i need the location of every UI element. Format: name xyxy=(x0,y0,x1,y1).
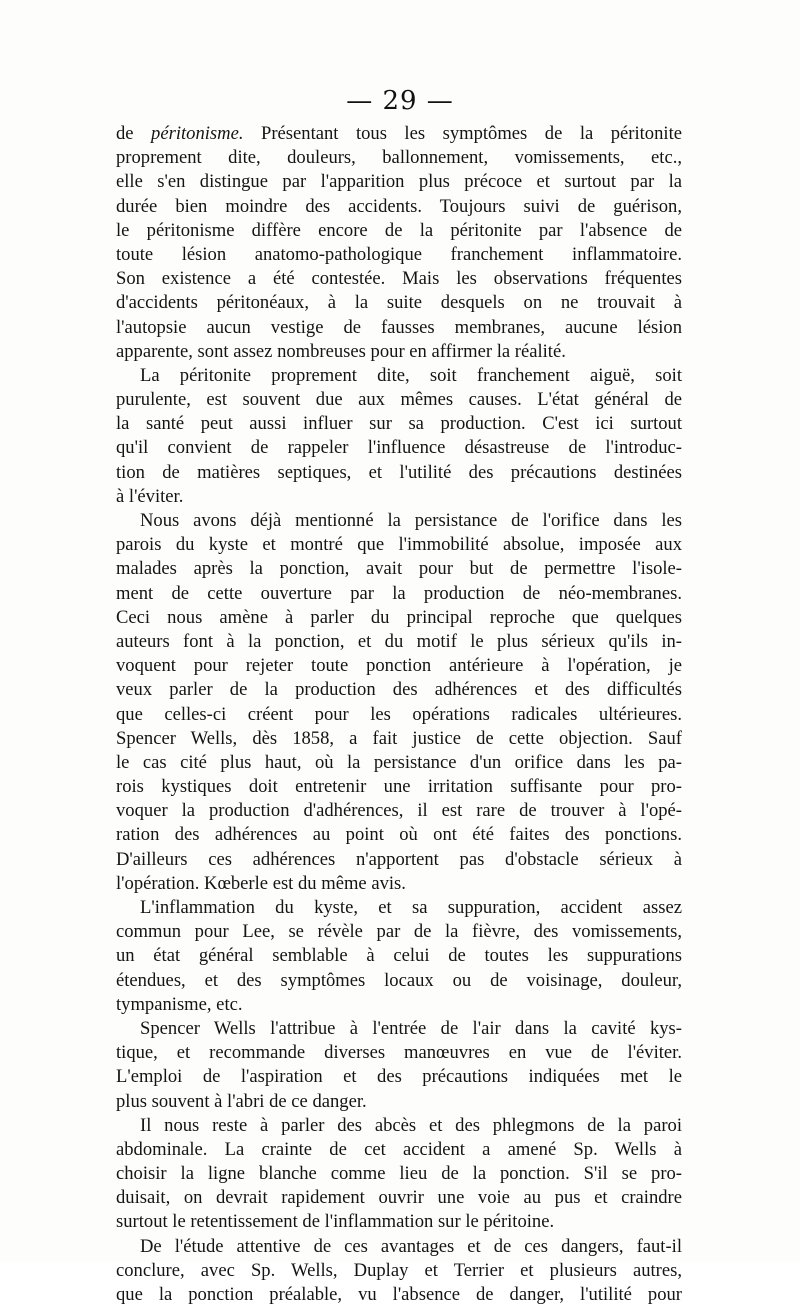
italic-term: péritonisme. xyxy=(151,123,244,144)
text-line: ration des adhérences au point où ont été faites des ponctions. xyxy=(116,824,682,846)
text-line: Son existence a été contestée. Mais les observations fréquentes xyxy=(116,268,682,290)
text-line: Nous avons déjà mentionné la persistance de l'orifice dans les xyxy=(140,510,682,531)
text-line: La péritonite proprement dite, soit franchement aiguë, soit xyxy=(140,364,682,386)
text-line: plus souvent à l'abri de ce danger. xyxy=(116,1090,367,1112)
text-line: le cas cité plus haut, où la persistance d'un orifice dans les pa- xyxy=(116,751,682,773)
text-run: de xyxy=(116,123,152,144)
text-line: qu'il convient de rappeler l'influence désastreuse de l'introduc- xyxy=(116,437,682,459)
text-line: Il nous reste à parler des abcès et des phlegmons de la paroi xyxy=(140,1114,682,1136)
text-line: De l'étude attentive de ces avantages et de ces dangers, faut-il xyxy=(140,1235,682,1257)
text-line: Spencer Wells l'attribue à l'entrée de l'air dans la cavité kys- xyxy=(140,1017,682,1039)
text-line: Ceci nous amène à parler du principal reproche que quelques xyxy=(116,606,682,628)
text-line: auteurs font à la ponction, et du motif le plus sérieux qu'ils in- xyxy=(116,630,682,652)
text-line: L'inflammation du kyste, et sa suppuration, accident assez xyxy=(140,897,682,918)
text-line: rois kystiques doit entretenir une irritation suffisante pour pro- xyxy=(116,776,682,798)
text-line: Spencer Wells, dès 1858, a fait justice de cette objection. Sauf xyxy=(116,727,682,749)
text-line: le péritonisme diffère encore de la péritonite par l'absence de xyxy=(116,219,682,241)
text-line: tympanisme, etc. xyxy=(116,993,243,1015)
text-line: un état général semblable à celui de toutes les suppurations xyxy=(116,945,682,967)
text-line: choisir la ligne blanche comme lieu de la ponction. S'il se pro- xyxy=(116,1163,682,1185)
text-line: toute lésion anatomo-pathologique franchement inflammatoire. xyxy=(116,243,682,265)
body-text xyxy=(116,122,682,1307)
text-line: surtout le retentissement de l'inflammation sur le péritoine. xyxy=(116,1211,555,1233)
text-line: commun pour Lee, se révèle par de la fièvre, des vomissements, xyxy=(116,921,682,943)
text-line: tion de matières septiques, et l'utilité des précautions destinées xyxy=(116,461,682,483)
text-line: étendues, et des symptômes locaux ou de voisinage, douleur, xyxy=(116,969,682,991)
text-line: voquent pour rejeter toute ponction antérieure à l'opération, je xyxy=(116,655,682,677)
text-line: proprement dite, douleurs, ballonnement, vomissements, etc., xyxy=(116,147,682,169)
text-line: malades après la ponction, avait pour but de permettre l'isole- xyxy=(116,558,682,580)
text-line xyxy=(116,122,682,146)
text-line: purulente, est souvent due aux mêmes causes. L'état général de xyxy=(116,389,682,411)
text-line: ment de cette ouverture par la production de néo-membranes. xyxy=(116,582,682,604)
page-number: — 29 — xyxy=(346,86,454,116)
text-line: la santé peut aussi influer sur sa production. C'est ici surtout xyxy=(116,413,682,435)
text-line: à l'éviter. xyxy=(116,485,184,507)
text-line: duisait, on devrait rapidement ouvrir une voie au pus et craindre xyxy=(116,1187,682,1209)
text-line: tique, et recommande diverses manœuvres en vue de l'éviter. xyxy=(116,1042,682,1064)
text-line: conclure, avec Sp. Wells, Duplay et Terrier et plusieurs autres, xyxy=(116,1259,682,1281)
text-line: voquer la production d'adhérences, il est rare de trouver à l'opé- xyxy=(116,800,682,822)
text-line: abdominale. La crainte de cet accident a amené Sp. Wells à xyxy=(116,1138,682,1160)
text-run: Présentant tous les symptômes de la péritonite xyxy=(243,123,682,144)
text-line: durée bien moindre des accidents. Toujours suivi de guérison, xyxy=(116,195,682,217)
text-line: D'ailleurs ces adhérences n'apportent pas d'obstacle sérieux à xyxy=(116,848,682,870)
text-line: que celles-ci créent pour les opérations radicales ultérieures. xyxy=(116,703,682,725)
text-line: parois du kyste et montré que l'immobilité absolue, imposée aux xyxy=(116,534,682,556)
text-line: veux parler de la production des adhérences et des difficultés xyxy=(116,679,682,701)
text-line: l'autopsie aucun vestige de fausses membranes, aucune lésion xyxy=(116,316,682,338)
text-line: elle s'en distingue par l'apparition plus précoce et surtout par la xyxy=(116,171,682,193)
text-line: apparente, sont assez nombreuses pour en affirmer la réalité. xyxy=(116,340,566,362)
text-line: l'opération. Kœberle est du même avis. xyxy=(116,872,406,894)
text-line: d'accidents péritonéaux, à la suite desquels on ne trouvait à xyxy=(116,292,682,314)
text-line: que la ponction préalable, vu l'absence de danger, l'utilité pour xyxy=(116,1284,682,1305)
text-line: L'emploi de l'aspiration et des précautions indiquées met le xyxy=(116,1066,682,1088)
